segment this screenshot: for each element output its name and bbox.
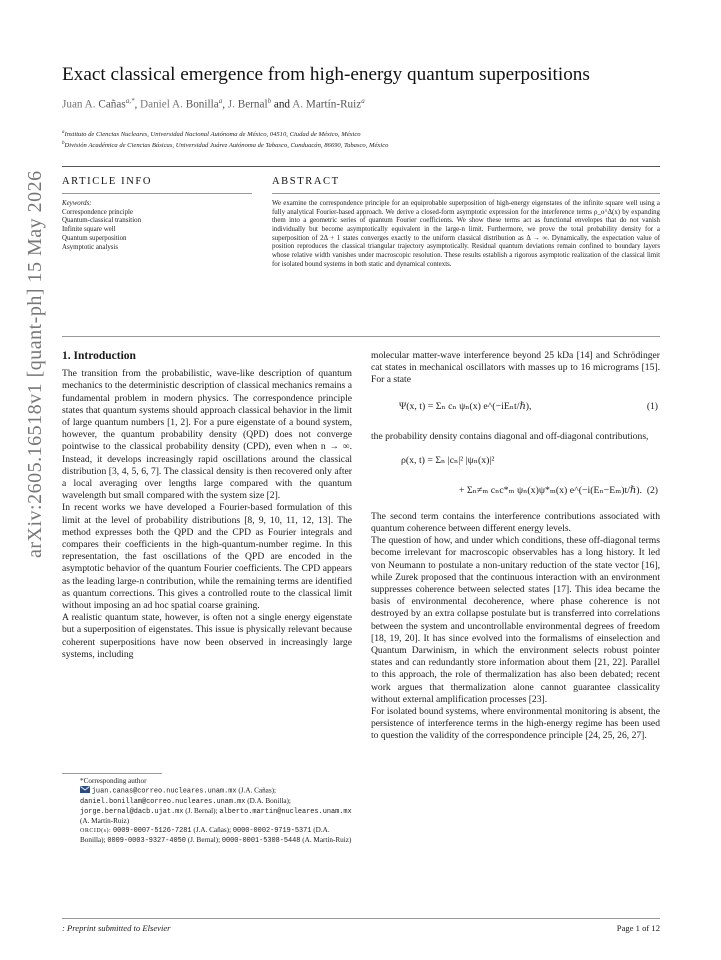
keyword-item: Asymptotic analysis [62,243,119,251]
article-info-rule [62,193,252,194]
body-paragraph: A realistic quantum state, however, is often not a single energy eigenstate but a superposition of eigenstates. This issue is physically relevant because coherent superpositions have now been observed in increasingly large systems, including [62,612,352,660]
equation-body: ρ(x, t) = Σₙ |cₙ|² |ψₙ(x)|² [401,454,495,466]
author-first: Daniel A. [140,98,183,111]
keyword-item: Quantum-classical transition [62,217,142,225]
affiliation-sup: b [62,141,65,146]
body-paragraph: the probability density contains diagonal and off-diagonal contributions, [371,430,649,442]
orcid-line [62,826,352,846]
abstract-rule [272,193,660,194]
email-address[interactable]: jorge.bernal@dacb.ujat.mx [80,807,184,816]
orcid-owner: (D.A. Bonilla); [80,825,330,844]
author-first: Juan A. [62,98,96,111]
orcid-id[interactable]: 0000-0002-9719-5371 [232,826,312,835]
body-paragraph: For isolated bound systems, where environmental monitoring is absent, the persistence of interference terms in the high-energy regime has been used to question the validity of the correspondence principle [24, 25, 26, 27]. [371,706,660,742]
abstract-bottom-rule [62,336,660,337]
orcid-label: ORCID(s): [80,827,112,834]
email-line [62,786,352,826]
author-last: Martín-Ruiz [305,98,362,111]
orcid-id[interactable]: 0009-0003-9327-4050 [107,836,186,845]
body-paragraph: The transition from the probabilistic, wave-like description of quantum mechanics to the deterministic description of classical mechanics remains a fundamental problem in modern physics. The correspondence principle states that quantum systems should approach classical behavior in the limit of large quantum numbers [1, 2]. For a pure eigenstate of a bound system, however, the quantum probability density (QPD) does not converge pointwise to the classical probability density (CPD), even when n → ∞. Instead, it develops increasingly rapid oscillations around the classical distribution [3, 4, 5, 6, 7]. The classical density is then recovered only after a local averaging over lengths large compared with the quantum wavelength but small compared with the system size [2]. [62,368,352,502]
equation-body: + Σₙ≠ₘ cₙc*ₘ ψₙ(x)ψ*ₘ(x) e^(−i(Eₙ−Eₘ)t/ℏ). [459,484,642,496]
body-paragraph: molecular matter-wave interference beyond 25 kDa [14] and Schrödinger cat states in mechanical oscillators with masses up to 16 micrograms [15]. For a state [371,350,660,386]
author-first: J. [227,98,235,111]
page-number: Page 1 of 12 [616,923,660,933]
author-sup: b [267,97,272,105]
email-owner: (D.A. Bonilla); [247,796,291,805]
abstract-text: We examine the correspondence principle for an equiprobable superposition of high-energy eigenstates of the infinite square well using a fully analytical Fourier-based approach. We derive a closed-form asymptotic expression for the interference terms ρ_o^Δ(x) by expanding them into a geometric series of quantum Fourier coefficients. We show these terms act as functional envelopes that do not vanish individually but become asymptotically equivalent in the large-n limit. Furthermore, we prove the total probability density for a superposition of 2Δ + 1 states converges exactly to the uniform classical distribution as Δ → ∞. Dynamically, the expectation value of position reproduces the classical triangular trajectory asymptotically. Residual quantum deviations remain confined to boundary layers whose relative width vanishes under macroscopic resolution. These results establish a rigorous asymptotic realization of the classical limit for isolated bound systems in both static and dynamical contexts. [272,200,660,268]
author-list: Juan A. Cañas$^{a,*}$, Daniel A. Bonilla$^a$, J. Bernal$^b$ and A. Martín-Ruiz$^a$ [62,97,365,111]
author-last: Bernal [237,98,268,111]
email-owner: (J.A. Cañas); [238,786,277,795]
footnote-block [62,777,352,846]
affiliation-text: Instituto de Ciencias Nucleares, Universidad Nacional Autónoma de México, 04510, Ciudad de México, México [64,131,361,139]
arxiv-stamp: arXiv:2605.16518v1 [quant-ph] 15 May 2026 [24,170,46,558]
affiliation-a [62,128,682,140]
corresponding-note: *Corresponding author [80,777,147,785]
equation-number: (1) [646,400,658,412]
right-column [371,350,660,743]
footer-rule [62,918,660,919]
author-last: Cañas [98,98,126,111]
section-heading: 1. Introduction [62,350,136,362]
email-address[interactable]: juan.canas@correo.nucleares.unam.mx [91,787,237,796]
author-sup: a,* [125,97,135,105]
abstract-heading: ABSTRACT [272,176,340,187]
keywords-label: Keywords: [62,200,92,207]
equation-body: Ψ(x, t) = Σₙ cₙ ψₙ(x) e^(−iEₙt/ℏ), [399,400,532,412]
email-address[interactable]: alberto.martin@nucleares.unam.mx [219,807,352,816]
article-info-heading: ARTICLE INFO [62,176,153,187]
author-and: and [273,98,291,111]
affiliation-sup: a [62,130,65,135]
orcid-owner: (A. Martín-Ruiz) [302,835,352,844]
orcid-id[interactable]: 0000-0001-5308-5448 [221,836,301,845]
author-sup: a [361,97,365,105]
equation-2 [371,447,660,511]
footer-left: : Preprint submitted to Elsevier [62,923,171,933]
affiliation-b [62,139,682,151]
equation-1 [371,391,660,431]
body-paragraph: In recent works we have developed a Fourier-based formulation of this limit at the level of probability distributions [8, 9, 10, 11, 12, 13]. The method expresses both the QPD and the CPD as Fourier integrals and compares their coefficients in the high-quantum-number regime. In this representation, the fast oscillations of the QPD are encoded in the asymptotic behavior of the quantum Fourier coefficients. The CPD appears as the leading large-n contribution, while the remaining terms are identified as quantum corrections. This gives a controlled route to the classical limit without imposing an ad hoc spatial coarse graining. [62,502,352,612]
email-owner: (J. Bernal); [185,806,218,815]
author-last: Bonilla [185,98,219,111]
affiliation-text: División Académica de Ciencias Básicas, Universidad Juárez Autónoma de Tabasco, Cunduacán, 86690, Tabasco, México [64,142,389,150]
equation-number: (2) [646,484,658,496]
author-sup: a [218,97,223,105]
orcid-id[interactable]: 0009-0007-5126-7281 [112,826,192,835]
orcid-owner: (J. Bernal); [187,835,221,844]
keyword-item: Correspondence principle [62,208,133,216]
keywords-block [62,200,252,252]
keyword-item: Infinite square well [62,226,116,234]
left-column [62,350,352,661]
envelope-icon [80,786,90,796]
footnote-rule [62,773,162,774]
body-paragraph: The second term contains the interference contributions associated with quantum coherence between different energy levels. [371,510,660,535]
orcid-owner: (J.A. Cañas); [193,825,232,834]
keyword-item: Quantum superposition [62,234,127,242]
paper-title: Exact classical emergence from high-energy quantum superpositions [62,64,590,85]
body-paragraph: The question of how, and under which conditions, these off-diagonal terms become irrelevant for macroscopic observables has a long history. It led von Neumann to postulate a non-unitary reduction of the state vector [16], while Zurek proposed that the continuous interaction with an environment suppresses coherence between selected states [17]. This idea became the basis of environmental decoherence, where phase coherence is not destroyed by an extra collapse postulate but is transferred into correlations between the system and uncontrollable environmental degrees of freedom [18, 19, 20]. It has since evolved into the formalisms of einselection and Quantum Darwinism, in which the environment selects robust pointer states and can redundantly store information about them [21, 22]. Parallel to this approach, the role of thermalization has also been debated; recent work argues that thermalization alone cannot guarantee classicality without external amplification processes [23]. [371,535,660,705]
header-rule [62,166,660,167]
email-owner: (A. Martín-Ruiz) [80,816,130,825]
email-address[interactable]: daniel.bonillam@correo.nucleares.unam.mx [80,797,246,806]
author-first: A. [292,98,304,111]
